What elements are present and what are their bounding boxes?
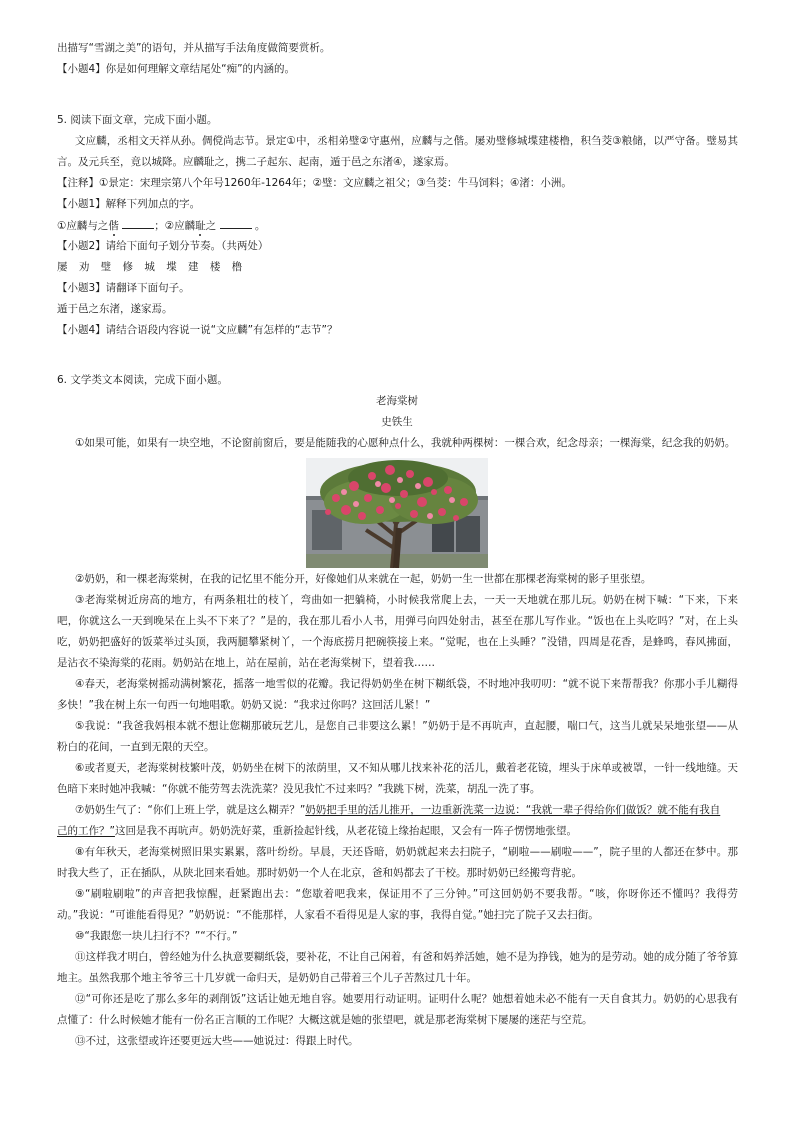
item-text: 。	[254, 220, 266, 232]
q5-subquestion-3: 【小题3】请翻译下面句子。	[57, 282, 190, 294]
paragraph-1: ①如果可能，如果有一块空地，不论窗前窗后，要是能随我的心愿种点什么，我就种两棵树：一棵合欢，纪念母亲；一棵海棠，纪念我的奶奶。	[75, 437, 736, 449]
question-text: 出描写“雪湖之美”的语句，并从描写手法角度做简要赏析。	[57, 42, 331, 54]
paragraph-7-text: 这回是我不再吭声。奶奶洗好菜，重新捡起针线，从老花镜上缘抬起眼，又会有一阵子愣愣地张望。	[114, 825, 577, 837]
paragraph-3: 是沾衣不染海棠的花雨。奶奶站在地上，站在屋前，站在老海棠树下，望着我……	[57, 657, 435, 669]
paragraph-3: 吧，你就这么一天到晚呆在上头不下来了？”是的，我在那儿看小人书，用弹弓向四处射击，甚至在那儿写作业。“饭也在上头吃吗？”对，在上头	[57, 615, 738, 627]
paragraph-9: 动。”我说：“可谁能看得见？”奶奶说：“不能那样，人家看不看得见是人家的事，我得自觉。”她扫完了院子又去扫街。	[57, 909, 599, 921]
paragraph-8: 时我大些了，正在插队，从陕北回来看她。那时奶奶一个人在北京，爸和妈都去了干校。那时奶奶已经搬弯背驼。	[57, 867, 582, 879]
answer-blank[interactable]	[220, 218, 252, 229]
q5-subquestion-1-items	[57, 218, 265, 233]
q5-annotation: 【注释】①景定：宋理宗第八个年号1260年-1264年；②璧：文应麟之祖父；③刍茭：牛马饲料；④渚：小洲。	[57, 177, 572, 189]
begonia-tree-photo	[306, 458, 488, 568]
paragraph-4: ④春天，老海棠树摇动满树繁花，摇落一地雪似的花瓣。我记得奶奶坐在树下糊纸袋，不时地冲我叨叨：“就不说下来帮帮我？你那小手儿糊得	[75, 678, 738, 690]
paragraph-4: 多快！”我在树上东一句西一句地唱歌。奶奶又说：“我求过你吗？这回活儿紧！”	[57, 699, 431, 711]
paragraph-3: 吃，奶奶把盛好的饭菜举过头顶，我两腿攀紧树丫，一个海底捞月把碗筷接上来。“觉呢，也在上头睡？”没错，四周是花香，是蜂鸣，春风拂面，	[57, 636, 738, 648]
paragraph-9: ⑨“刷啦刷啦”的声音把我惊醒，赶紧跑出去：“您歇着吧我来，保证用不了三分钟。”可这回奶奶不要我帮。“咳，你呀你还不懂吗？我得劳	[75, 888, 738, 900]
paragraph-8: ⑧有年秋天，老海棠树照旧果实累累，落叶纷纷。早晨，天还昏暗，奶奶就起来去扫院子，“刷啦——刷啦——”，院子里的人都还在梦中。那	[75, 846, 738, 858]
paragraph-6: 色暗下来时她冲我喊：“你就不能劳驾去洗洗菜？没见我忙不过来吗？”我跳下树，洗菜，胡乱一洗了事。	[57, 783, 541, 795]
paragraph-10: ⑩“我跟您一块儿扫行不？”“不行。”	[75, 930, 238, 942]
underlined-sentence: 奶奶把手里的活儿推开，一边重新洗菜一边说：“我就一辈子得给你们做饭？就不能有我自	[305, 804, 721, 816]
paragraph-11: ⑪这样我才明白，曾经她为什么执意要糊纸袋，要补花，不让自己闲着，有爸和妈养活她，她不是为挣钱，她为的是劳动。她的成分随了爷爷算	[75, 951, 738, 963]
dotted-char: 耻	[195, 220, 206, 232]
paragraph-11: 地主。虽然我那个地主爷爷三十几岁就一命归天，是奶奶自己带着三个儿子苦熬过几十年。	[57, 972, 477, 984]
q5-subquestion-2: 【小题2】请给下面句子划分节奏。（共两处）	[57, 240, 269, 252]
q5-subquestion-1: 【小题1】解释下列加点的字。	[57, 198, 201, 210]
q5-passage-line: 文应麟，丞相文天祥从孙。倜傥尚志节。景定①中，丞相弟璧②守惠州，应麟与之偕。屡劝璧修城堞建楼橹，积刍茭③粮储，以严守备。璧易其	[75, 135, 738, 147]
answer-blank[interactable]	[122, 218, 154, 229]
q6-title: 6. 文学类文本阅读，完成下面小题。	[57, 374, 228, 386]
paragraph-5: ⑤我说：“我爸我妈根本就不想让您糊那破玩艺儿，是您自己非要这么累！”奶奶于是不再吭声，直起腰，喘口气，这当儿就呆呆地张望——从	[75, 720, 738, 732]
q5-translate-sentence: 遁于邑之东渚，遂家焉。	[57, 303, 173, 315]
article-author: 史铁生	[381, 416, 413, 428]
q5-title: 5. 阅读下面文章，完成下面小题。	[57, 114, 218, 126]
q5-subquestion-4: 【小题4】请结合语段内容说一说“文应麟”有怎样的“志节”？	[57, 324, 338, 336]
paragraph-6: ⑥或者夏天，老海棠树枝繁叶茂，奶奶坐在树下的浓荫里，又不知从哪儿找来补花的活儿，戴着老花镜，埋头于床单或被罩，一针一线地缝。天	[75, 762, 738, 774]
paragraph-7-text: ⑦奶奶生气了：“你们上班上学，就是这么糊弄？”	[75, 804, 306, 816]
item-text: ；②应麟	[154, 220, 196, 232]
article-title: 老海棠树	[376, 395, 418, 407]
underlined-sentence: 己的工作？”	[57, 825, 115, 837]
paragraph-5: 粉白的花间，一直到无限的天空。	[57, 741, 215, 753]
paragraph-3: ③老海棠树近房高的地方，有两条粗壮的枝丫，弯曲如一把躺椅，小时候我常爬上去，一天一天地就在那儿玩。奶奶在树下喊：“下来，下来	[75, 594, 738, 606]
paragraph-13: ⑬不过，这张望或许还要更远大些——她说过：得跟上时代。	[75, 1035, 359, 1047]
paragraph-12: 点懂了：什么时候她才能有一份名正言顺的工作呢？大概这就是她的张望吧，就是那老海棠树下屡屡的迷茫与空荒。	[57, 1014, 593, 1026]
q5-rhythm-sentence: 屡 劝 璧 修 城 堞 建 楼 橹	[57, 261, 247, 273]
paragraph-12: ⑫“可你还是吃了那么多年的剥削饭”这话让她无地自容。她要用行动证明。证明什么呢？她想着她未必不能有一天自食其力。奶奶的心思我有	[75, 993, 738, 1005]
subquestion-4: 【小题4】你是如何理解文章结尾处“痴”的内涵的。	[57, 63, 296, 75]
item-text: 之	[205, 220, 217, 232]
paragraph-7	[57, 824, 577, 838]
q5-passage-line: 言。及元兵至，竟以城降。应麟耻之，携二子起东、起南，遁于邑之东渚④，遂家焉。	[57, 156, 455, 168]
paragraph-7	[75, 803, 738, 817]
paragraph-2: ②奶奶，和一棵老海棠树，在我的记忆里不能分开，好像她们从来就在一起，奶奶一生一世都在那棵老海棠树的影子里张望。	[75, 573, 652, 585]
item-text: ①应麟与之	[57, 220, 109, 232]
dotted-char: 偕	[108, 220, 119, 232]
